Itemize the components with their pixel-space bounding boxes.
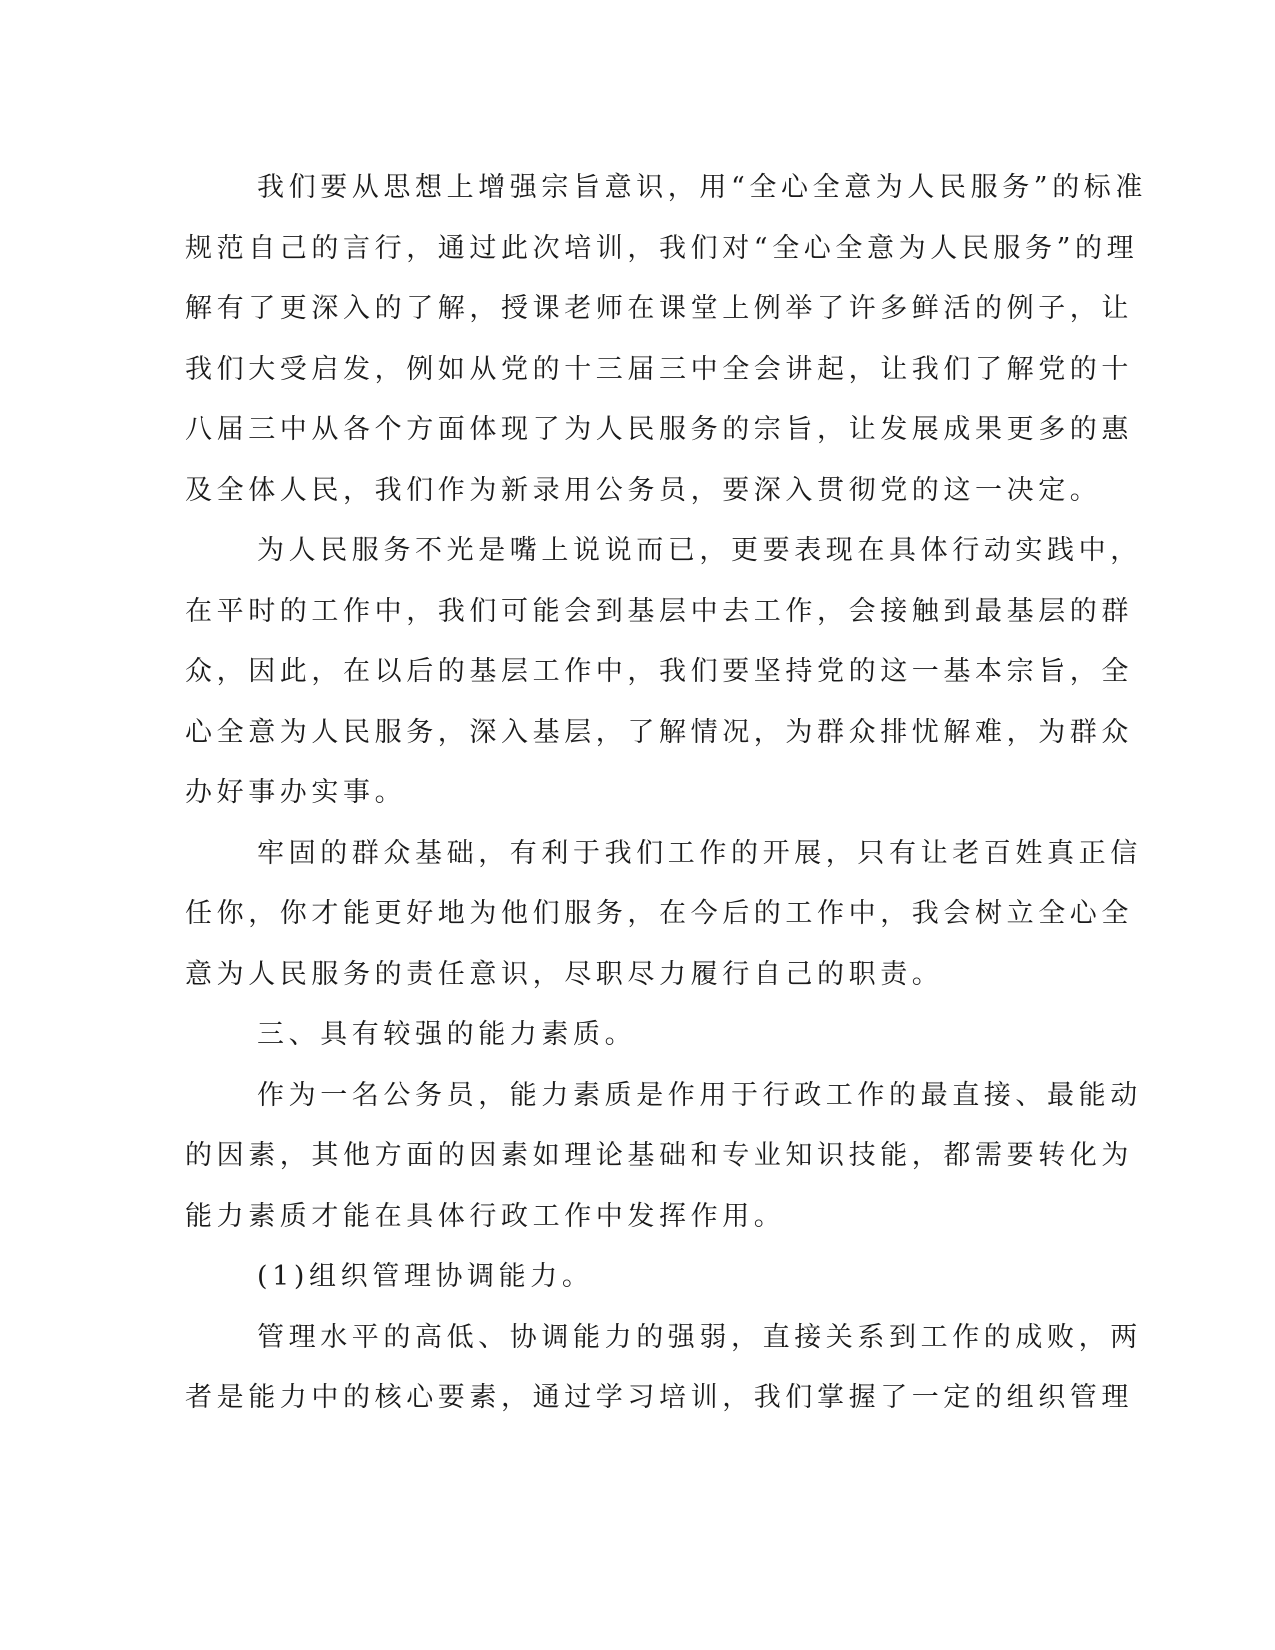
text-line: 管理水平的高低、协调能力的强弱，直接关系到工作的成败，两 xyxy=(257,1321,1142,1353)
text-line: 及全体人民，我们作为新录用公务员，要深入贯彻党的这一决定。 xyxy=(185,474,1102,506)
text-line: 规范自己的言行，通过此次培训，我们对“全心全意为人民服务”的理 xyxy=(185,232,1139,264)
text-line: 心全意为人民服务，深入基层，了解情况，为群众排忧解难，为群众 xyxy=(185,716,1133,748)
text-line: 作为一名公务员，能力素质是作用于行政工作的最直接、最能动 xyxy=(257,1079,1142,1111)
text-line: 的因素，其他方面的因素如理论基础和专业知识技能，都需要转化为 xyxy=(185,1140,1133,1171)
subsection-heading: (1)组织管理协调能力。 xyxy=(257,1261,594,1292)
body-text xyxy=(185,158,1148,1429)
text-line: 八届三中从各个方面体现了为人民服务的宗旨，让发展成果更多的惠 xyxy=(185,414,1133,445)
text-line: 能力素质才能在具体行政工作中发挥作用。 xyxy=(185,1200,786,1232)
text-line: 任你，你才能更好地为他们服务，在今后的工作中，我会树立全心全 xyxy=(185,898,1133,929)
text-line: 我们要从思想上增强宗旨意识，用“全心全意为人民服务”的标准 xyxy=(257,172,1148,203)
text-line: 我们大受启发，例如从党的十三届三中全会讲起，让我们了解党的十 xyxy=(185,353,1133,385)
section-heading: 三、具有较强的能力素质。 xyxy=(257,1019,637,1050)
text-line: 意为人民服务的责任意识，尽职尽力履行自己的职责。 xyxy=(185,958,944,990)
text-line: 解有了更深入的了解，授课老师在课堂上例举了许多鲜活的例子，让 xyxy=(185,293,1133,324)
text-line: 牢固的群众基础，有利于我们工作的开展，只有让老百姓真正信 xyxy=(257,837,1142,869)
text-line: 众，因此，在以后的基层工作中，我们要坚持党的这一基本宗旨，全 xyxy=(185,656,1133,687)
text-line: 在平时的工作中，我们可能会到基层中去工作，会接触到最基层的群 xyxy=(185,595,1133,627)
text-line: 者是能力中的核心要素，通过学习培训，我们掌握了一定的组织管理 xyxy=(185,1382,1133,1413)
text-line: 办好事办实事。 xyxy=(185,777,407,808)
text-line: 为人民服务不光是嘴上说说而已，更要表现在具体行动实践中， xyxy=(257,535,1142,566)
